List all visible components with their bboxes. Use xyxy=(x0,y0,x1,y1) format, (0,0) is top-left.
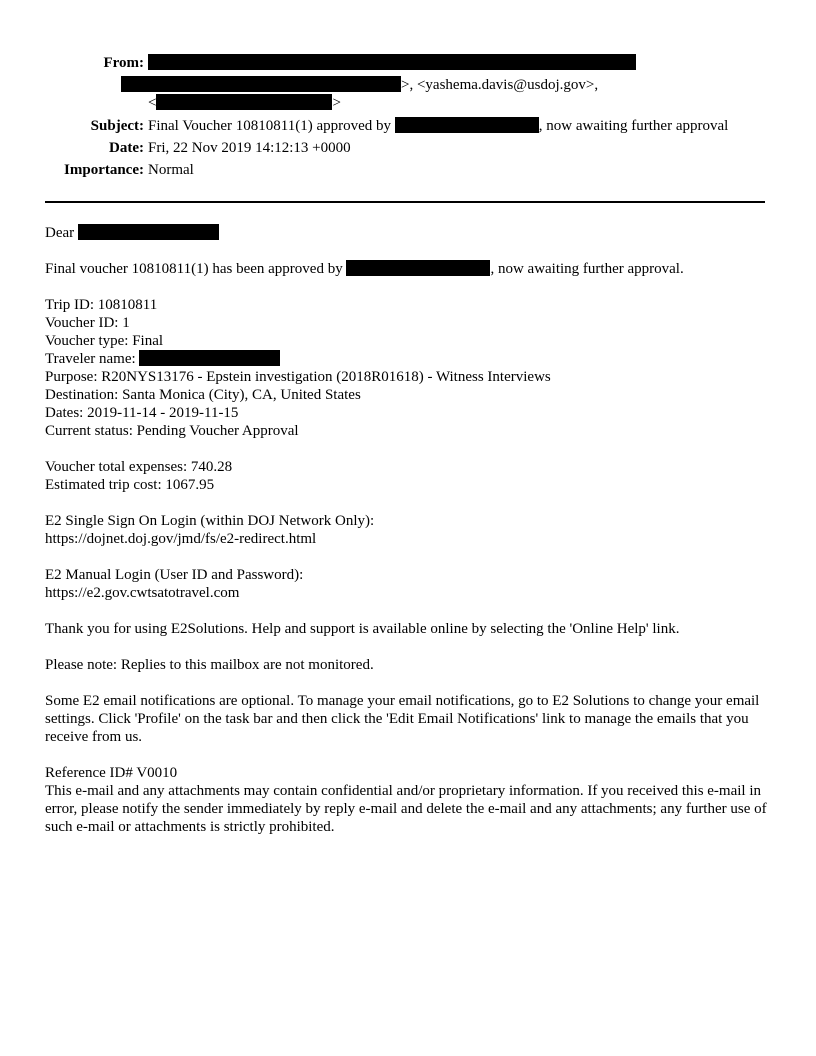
voucher-id: Voucher ID: 1 xyxy=(45,315,130,331)
redaction-bar xyxy=(346,260,490,276)
subject-suffix: , now awaiting further approval xyxy=(538,118,729,134)
redaction-bar xyxy=(139,350,280,366)
date-label: Date: xyxy=(109,140,144,156)
confidentiality-disclaimer: This e-mail and any attachments may contain confidential and/or proprietary information. If you received this e-mail in error, please notify the sender immediately by reply e-mail and delete the e-mail and any attachments; any further use of such e-mail or attachments is strictly prohibited. xyxy=(45,783,767,835)
manual-login-url[interactable]: https://e2.gov.cwtsatotravel.com xyxy=(45,585,240,601)
greeting-text: Dear xyxy=(45,225,75,241)
recipient-close-bracket: > xyxy=(332,95,341,111)
subject-label: Subject: xyxy=(90,118,144,134)
date-value: Fri, 22 Nov 2019 14:12:13 +0000 xyxy=(148,140,351,156)
reference-id: Reference ID# V0010 xyxy=(45,765,178,781)
header-divider xyxy=(45,201,765,203)
current-status: Current status: Pending Voucher Approval xyxy=(45,423,299,439)
manual-login-label: E2 Manual Login (User ID and Password): xyxy=(45,567,304,583)
trip-id: Trip ID: 10810811 xyxy=(45,297,158,313)
mailbox-note: Please note: Replies to this mailbox are not monitored. xyxy=(45,657,374,673)
recipients-line-3 xyxy=(148,94,341,112)
importance-label: Importance: xyxy=(64,162,144,178)
dates: Dates: 2019-11-14 - 2019-11-15 xyxy=(45,405,239,421)
traveler-name-line xyxy=(45,350,280,368)
from-label: From: xyxy=(103,55,144,71)
approval-prefix: Final voucher 10810811(1) has been approved by xyxy=(45,261,343,277)
thank-you-text: Thank you for using E2Solutions. Help and support is available online by selecting the 'Online Help' link. xyxy=(45,621,680,637)
recipients-line-2 xyxy=(121,76,598,94)
from-value xyxy=(148,54,636,72)
purpose: Purpose: R20NYS13176 - Epstein investigation (2018R01618) - Witness Interviews xyxy=(45,369,551,385)
subject-prefix: Final Voucher 10810811(1) approved by xyxy=(148,118,392,134)
traveler-label: Traveler name: xyxy=(45,351,136,367)
subject-value xyxy=(148,117,728,135)
approval-suffix: , now awaiting further approval. xyxy=(490,261,684,277)
importance-value: Normal xyxy=(148,162,194,178)
redaction-bar xyxy=(121,76,401,92)
redaction-bar xyxy=(395,117,539,133)
redaction-bar xyxy=(156,94,332,110)
destination: Destination: Santa Monica (City), CA, United States xyxy=(45,387,361,403)
sso-login-label: E2 Single Sign On Login (within DOJ Network Only): xyxy=(45,513,375,529)
voucher-total-expenses: Voucher total expenses: 740.28 xyxy=(45,459,233,475)
sso-login-url[interactable]: https://dojnet.doj.gov/jmd/fs/e2-redirect.html xyxy=(45,531,317,547)
approval-line xyxy=(45,260,684,278)
redaction-bar xyxy=(148,54,636,70)
voucher-type: Voucher type: Final xyxy=(45,333,164,349)
redaction-bar xyxy=(78,224,219,240)
estimated-trip-cost: Estimated trip cost: 1067.95 xyxy=(45,477,215,493)
recipient-open-bracket: < xyxy=(148,95,157,111)
greeting-line xyxy=(45,224,219,242)
optional-notifications-text: Some E2 email notifications are optional. To manage your email notifications, go to E2 Solutions to change your email settings. Click 'Profile' on the task bar and then click the 'Edit Email Notifications' link to manage the emails that you receive from us. xyxy=(45,693,760,745)
recipient-email-text: >, <yashema.davis@usdoj.gov>, xyxy=(401,77,599,93)
